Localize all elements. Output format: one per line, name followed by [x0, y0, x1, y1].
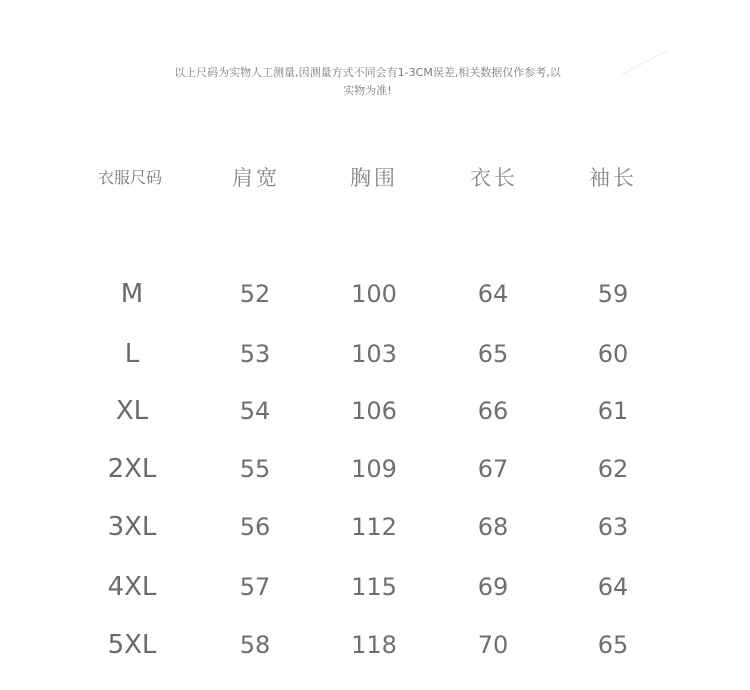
size-note: [160, 64, 575, 100]
table-row: [0, 567, 750, 607]
table-row: [0, 391, 750, 431]
cell-shoulder-width: 52: [239, 280, 271, 308]
cell-size: XL: [115, 396, 149, 426]
size-table-header: [0, 160, 750, 196]
cell-size: 5XL: [107, 630, 157, 660]
header-shoulder-width: 肩宽: [232, 166, 280, 190]
table-row: [0, 625, 750, 665]
cell-size: 2XL: [107, 454, 157, 484]
header-size: 衣服尺码: [97, 168, 162, 187]
header-sleeve-length: 袖长: [589, 166, 637, 190]
cell-length: 65: [477, 340, 509, 368]
cell-shoulder-width: 56: [239, 513, 271, 541]
cell-length: 67: [477, 455, 509, 483]
cell-sleeve-length: 59: [597, 280, 629, 308]
cell-sleeve-length: 65: [597, 631, 629, 659]
cell-chest: 118: [351, 631, 397, 659]
cell-sleeve-length: 64: [597, 573, 629, 601]
cell-length: 69: [477, 573, 509, 601]
cell-length: 64: [477, 280, 509, 308]
table-row: [0, 334, 750, 374]
table-row: [0, 274, 750, 314]
cell-chest: 115: [351, 573, 397, 601]
cell-sleeve-length: 60: [597, 340, 629, 368]
cell-size: L: [124, 339, 140, 369]
cell-sleeve-length: 63: [597, 513, 629, 541]
cell-length: 68: [477, 513, 509, 541]
size-note-line-1: 以上尺码为实物人工测量,因测量方式不同会有1-3CM误差,相关数据仅作参考,以: [174, 66, 561, 79]
header-chest: 胸围: [350, 166, 398, 190]
cell-chest: 112: [351, 513, 397, 541]
cell-shoulder-width: 58: [239, 631, 271, 659]
cell-shoulder-width: 54: [239, 397, 271, 425]
table-row: [0, 507, 750, 547]
cell-chest: 109: [351, 455, 397, 483]
cell-size: M: [120, 279, 144, 309]
cell-shoulder-width: 57: [239, 573, 271, 601]
cell-chest: 106: [351, 397, 397, 425]
cell-shoulder-width: 55: [239, 455, 271, 483]
cell-sleeve-length: 61: [597, 397, 629, 425]
cell-size: 4XL: [107, 572, 157, 602]
header-length: 衣长: [470, 166, 518, 190]
cell-chest: 100: [351, 280, 397, 308]
table-row: [0, 449, 750, 489]
cell-size: 3XL: [107, 512, 157, 542]
cell-chest: 103: [351, 340, 397, 368]
cell-length: 70: [477, 631, 509, 659]
cell-shoulder-width: 53: [239, 340, 271, 368]
decorative-line: [622, 50, 668, 75]
cell-sleeve-length: 62: [597, 455, 629, 483]
cell-length: 66: [477, 397, 509, 425]
size-note-line-2: 实物为准!: [343, 84, 392, 97]
